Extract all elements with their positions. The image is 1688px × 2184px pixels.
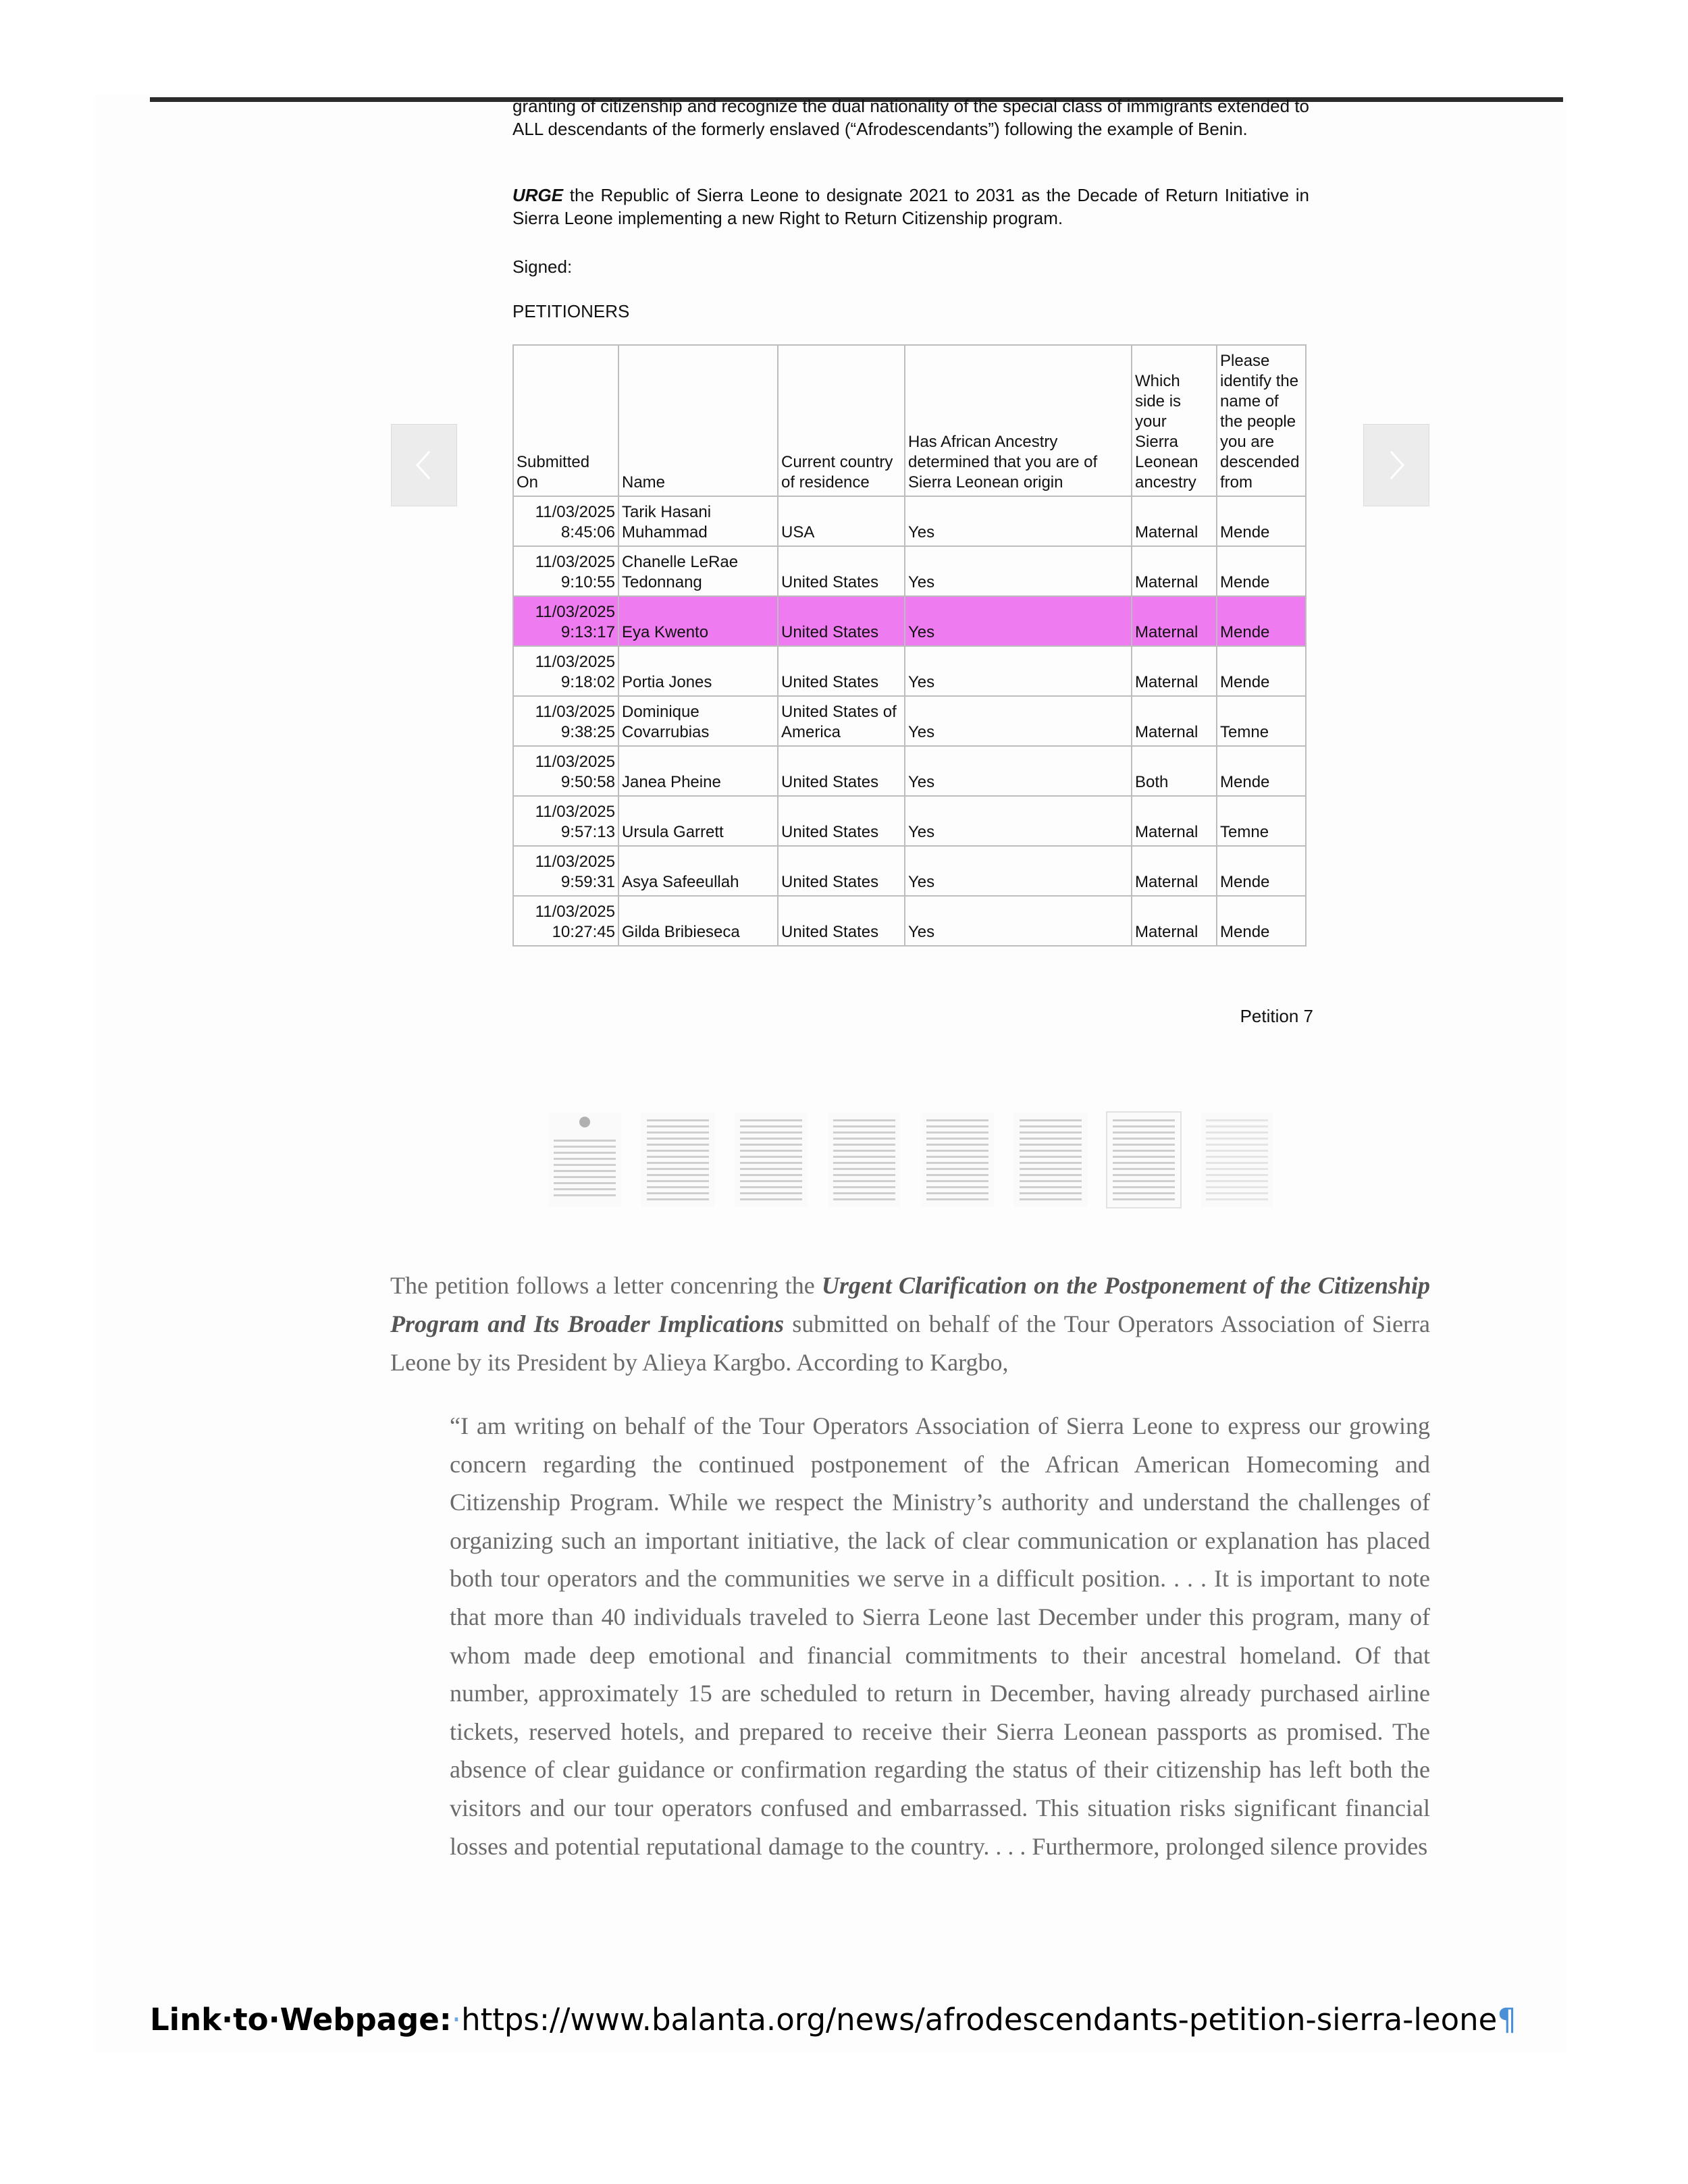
cell-side: Maternal	[1132, 546, 1217, 596]
cell-country: United States	[778, 846, 905, 896]
block-quote: “I am writing on behalf of the Tour Operators Association of Sierra Leone to express our growing concern regarding the continued postponement of the African American Homecoming and Citizenship Program. While we respect the Ministry’s authority and understand the challenges of organizing such an important initiative, the lack of clear communication or explanation has placed both tour operators and the communities we serve in a difficult position. . . . It is important to note that more than 40 individuals traveled to Sierra Leone last December under this program, many of whom made deep emotional and financial commitments to their ancestral homeland. Of that number, approximately 15 are scheduled to return in December, having already purchased airline tickets, reserved hotels, and prepared to receive their Sierra Leonean passports as promised. The absence of clear guidance or confirmation regarding the status of their citizenship has left both the visitors and our tour operators confused and embarrassed. This situation risks significant financial losses and potential reputational damage to the country. . . . Furthermore, prolonged silence provides	[450, 1412, 1430, 1860]
cell-country: United States	[778, 746, 905, 796]
next-page-button[interactable]	[1363, 424, 1429, 506]
petition-urge	[512, 184, 1309, 230]
page-thumbnail[interactable]	[828, 1113, 901, 1207]
cell-name: Ursula Garrett	[618, 796, 778, 846]
cell-people: Mende	[1217, 646, 1306, 696]
cell-submitted-on: 11/03/2025 8:45:06	[513, 496, 618, 546]
cell-submitted-on: 11/03/2025 9:38:25	[513, 696, 618, 746]
pilcrow-mark: ¶	[1497, 2002, 1516, 2037]
cell-people: Mende	[1217, 896, 1306, 946]
petitioners-table	[512, 344, 1307, 947]
cell-ancestry: Yes	[905, 646, 1132, 696]
table-row	[513, 646, 1306, 696]
cell-people: Mende	[1217, 496, 1306, 546]
page-thumbnail[interactable]	[641, 1113, 714, 1207]
cell-people: Temne	[1217, 696, 1306, 746]
cell-people: Mende	[1217, 846, 1306, 896]
table-row	[513, 746, 1306, 796]
cell-side: Maternal	[1132, 596, 1217, 646]
cell-people: Mende	[1217, 596, 1306, 646]
cell-name: Eya Kwento	[618, 596, 778, 646]
cell-ancestry: Yes	[905, 546, 1132, 596]
table-row	[513, 696, 1306, 746]
table-header-row	[513, 345, 1306, 496]
cell-name: Asya Safeeullah	[618, 846, 778, 896]
cell-ancestry: Yes	[905, 596, 1132, 646]
cell-country: United States	[778, 796, 905, 846]
cell-people: Mende	[1217, 546, 1306, 596]
cell-people: Mende	[1217, 746, 1306, 796]
cell-name: Chanelle LeRae Tedonnang	[618, 546, 778, 596]
page-thumbnail[interactable]	[1107, 1113, 1180, 1207]
header-name: Name	[618, 345, 778, 496]
petition-page-number: Petition 7	[1240, 1006, 1313, 1026]
cell-name: Janea Pheine	[618, 746, 778, 796]
prev-page-button[interactable]	[391, 424, 457, 506]
cell-name: Portia Jones	[618, 646, 778, 696]
cell-submitted-on: 11/03/2025 9:13:17	[513, 596, 618, 646]
cell-submitted-on: 11/03/2025 9:59:31	[513, 846, 618, 896]
webpage-link-line	[150, 2002, 1516, 2037]
cell-ancestry: Yes	[905, 496, 1132, 546]
page-thumbnails	[548, 1113, 1271, 1221]
cell-submitted-on: 11/03/2025 9:57:13	[513, 796, 618, 846]
cell-ancestry: Yes	[905, 846, 1132, 896]
cell-submitted-on: 11/03/2025 9:18:02	[513, 646, 618, 696]
header-people: Please identify the name of the people you are descended from	[1217, 345, 1306, 496]
cell-submitted-on: 11/03/2025 10:27:45	[513, 896, 618, 946]
article-paragraph	[390, 1267, 1430, 1382]
letter-title: Urgent Clarification on the Postponement of the Citizenship Program and Its Broader Implications	[390, 1272, 1430, 1337]
header-country: Current country of residence	[778, 345, 905, 496]
petition-intro: granting of citizenship and recognize the dual nationality of the special class of immigrants extended to ALL descendants of the formerly enslaved (“Afrodescendants”) following the example of Benin.	[512, 96, 1309, 139]
header-submitted-on: Submitted On	[513, 345, 618, 496]
chevron-left-icon	[412, 448, 436, 483]
cell-ancestry: Yes	[905, 896, 1132, 946]
urge-label: URGE	[512, 185, 564, 205]
cell-country: USA	[778, 496, 905, 546]
table-row	[513, 846, 1306, 896]
cell-submitted-on: 11/03/2025 9:10:55	[513, 546, 618, 596]
cell-country: United States	[778, 896, 905, 946]
cell-submitted-on: 11/03/2025 9:50:58	[513, 746, 618, 796]
table-row	[513, 496, 1306, 546]
webpage-url[interactable]: https://www.balanta.org/news/afrodescendants-petition-sierra-leone	[461, 2002, 1498, 2037]
cell-side: Maternal	[1132, 646, 1217, 696]
urge-text: the Republic of Sierra Leone to designate 2021 to 2031 as the Decade of Return Initiative in Sierra Leone implementing a new Right to Return Citizenship program.	[512, 185, 1309, 228]
cell-country: United States	[778, 546, 905, 596]
signed-label: Signed:	[512, 257, 573, 277]
page-thumbnail[interactable]	[548, 1113, 621, 1207]
table-row	[513, 546, 1306, 596]
article-body	[390, 1267, 1430, 1382]
page-thumbnail[interactable]	[735, 1113, 808, 1207]
space-mark: ·	[451, 2002, 462, 2037]
table-row	[513, 796, 1306, 846]
page-thumbnail[interactable]	[921, 1113, 994, 1207]
cell-side: Maternal	[1132, 696, 1217, 746]
article-text: The petition follows a letter concenring the	[390, 1272, 822, 1299]
table-row	[513, 896, 1306, 946]
cell-side: Maternal	[1132, 496, 1217, 546]
cell-country: United States	[778, 646, 905, 696]
chevron-right-icon	[1384, 448, 1408, 483]
cell-name: Tarik Hasani Muhammad	[618, 496, 778, 546]
cell-country: United States	[778, 596, 905, 646]
cell-ancestry: Yes	[905, 746, 1132, 796]
link-label: Link·to·Webpage:	[150, 2002, 452, 2037]
header-side: Which side is your Sierra Leonean ancestry	[1132, 345, 1217, 496]
table-row	[513, 596, 1306, 646]
cell-name: Gilda Bribieseca	[618, 896, 778, 946]
header-ancestry: Has African Ancestry determined that you are of Sierra Leonean origin	[905, 345, 1132, 496]
cell-name: Dominique Covarrubias	[618, 696, 778, 746]
cell-side: Maternal	[1132, 796, 1217, 846]
cell-people: Temne	[1217, 796, 1306, 846]
cell-country: United States of America	[778, 696, 905, 746]
cell-ancestry: Yes	[905, 796, 1132, 846]
cell-side: Maternal	[1132, 846, 1217, 896]
cell-ancestry: Yes	[905, 696, 1132, 746]
seal-icon	[579, 1117, 590, 1127]
article-text-cont: submitted on behalf of the Tour Operators Association of Sierra Leone by its President by Alieya Kargbo. According to Kargbo,	[390, 1310, 1431, 1376]
page-thumbnail[interactable]	[1014, 1113, 1087, 1207]
cell-side: Both	[1132, 746, 1217, 796]
cell-side: Maternal	[1132, 896, 1217, 946]
page-thumbnail[interactable]	[1201, 1113, 1273, 1207]
petitioners-heading: PETITIONERS	[512, 301, 630, 321]
